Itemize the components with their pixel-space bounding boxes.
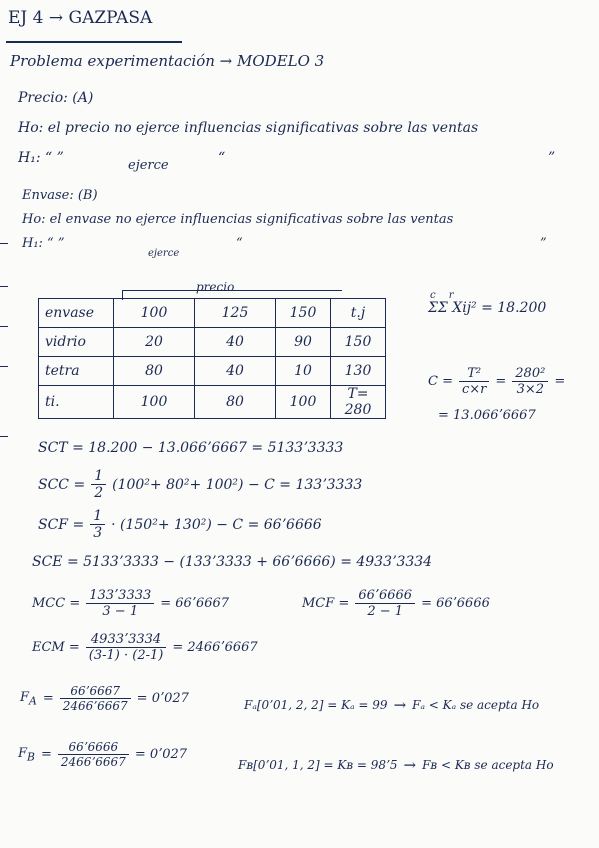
factor-b-h1: H₁: “ ” xyxy=(22,236,65,251)
table-cell: 80 xyxy=(195,386,276,419)
table-cell: 125 xyxy=(195,299,276,328)
margin-mark xyxy=(0,286,8,287)
mcf-line xyxy=(302,588,490,619)
table-header-row xyxy=(39,299,386,328)
fb-critical xyxy=(238,756,554,774)
sum-squares-formula: ΣΣ Xij² = 18.200 xyxy=(428,300,547,316)
fraction xyxy=(459,366,489,397)
fa-rhs: = 0ʼ027 xyxy=(136,691,189,706)
fa-subscript: A xyxy=(29,694,37,708)
fa-eq: = xyxy=(42,691,54,706)
c-num1: T² xyxy=(459,366,489,382)
factor-a-h1: H₁: “ ” xyxy=(18,150,64,166)
arrow-icon: → xyxy=(403,756,417,774)
fb-rhs: = 0ʼ027 xyxy=(134,747,188,762)
table-cell: 80 xyxy=(114,357,195,386)
arrow-icon: → xyxy=(393,696,407,714)
fraction xyxy=(512,366,548,397)
fb-den: 2466ʼ6667 xyxy=(60,755,126,769)
factor-b-h1-end: ” xyxy=(540,236,547,251)
margin-mark xyxy=(0,366,8,367)
c-lhs: C = xyxy=(428,374,453,389)
table-cell: 150 xyxy=(276,299,331,328)
factor-b-h1-word: ejerce xyxy=(148,248,180,259)
fa-conclusion: Fₐ < Kₐ se acepta Ho xyxy=(412,698,540,712)
c-den1: c×r xyxy=(461,382,487,397)
mcc-line xyxy=(32,588,229,619)
table-cell: t.j xyxy=(331,299,386,328)
margin-mark xyxy=(0,243,8,244)
data-table xyxy=(38,298,386,419)
scc-lhs: SCC = xyxy=(38,476,86,493)
factor-a-h1-word: ejerce xyxy=(128,158,169,173)
fb-subscript: B xyxy=(27,750,35,764)
table-cell: envase xyxy=(39,299,114,328)
ecm-lhs: ECM = xyxy=(32,640,80,655)
factor-a-h1-end: ” xyxy=(548,150,556,166)
fa-critical xyxy=(244,696,539,714)
fb-line xyxy=(18,740,187,769)
fraction xyxy=(91,468,106,501)
sct-line: SCT = 18.200 − 13.066ʼ6667 = 5133ʼ3333 xyxy=(38,440,344,456)
table-cell: 100 xyxy=(114,299,195,328)
factor-b-h1-quotes: “ xyxy=(236,236,243,251)
fa-lhs xyxy=(20,690,37,708)
c-eq2: = xyxy=(554,374,566,389)
scf-line xyxy=(38,508,322,541)
correction-term xyxy=(428,366,565,397)
table-cell: T= 280 xyxy=(331,386,386,419)
fraction xyxy=(86,588,154,619)
fa-line xyxy=(20,684,189,713)
fb-conclusion: Fʙ < Kʙ se acepta Ho xyxy=(422,758,554,772)
fb-letter: F xyxy=(18,745,28,761)
table-cell: 90 xyxy=(276,328,331,357)
table-cell: 10 xyxy=(276,357,331,386)
mcc-den: 3 − 1 xyxy=(102,604,139,619)
scf-rhs: · (150²+ 130²) − C = 66ʼ6666 xyxy=(111,516,322,533)
mcf-den: 2 − 1 xyxy=(367,604,404,619)
fraction xyxy=(58,740,129,769)
factor-a-h0: Ho: el precio no ejerce influencias significativas sobre las ventas xyxy=(18,120,479,136)
mcf-rhs: = 66ʼ6666 xyxy=(421,596,490,611)
table-cell: 100 xyxy=(114,386,195,419)
sce-line: SCE = 5133ʼ3333 − (133ʼ3333 + 66ʼ6666) = 4933ʼ3334 xyxy=(32,554,433,570)
factor-b-h0: Ho: el envase no ejerce influencias significativas sobre las ventas xyxy=(22,212,454,227)
table-cell: vidrio xyxy=(39,328,114,357)
table-cell: tetra xyxy=(39,357,114,386)
scf-den: 3 xyxy=(93,525,103,541)
sum-limits: c r xyxy=(430,290,459,301)
fb-eq: = xyxy=(41,747,52,762)
fraction xyxy=(60,684,131,713)
fa-letter: F xyxy=(20,689,30,705)
fa-den: 2466ʼ6667 xyxy=(62,699,128,713)
table-cell: 150 xyxy=(331,328,386,357)
fb-lhs xyxy=(18,746,35,764)
table-cell: 40 xyxy=(195,328,276,357)
table-cell: 40 xyxy=(195,357,276,386)
mcc-lhs: MCC = xyxy=(32,596,81,611)
mcf-lhs: MCF = xyxy=(302,596,350,611)
page-title: EJ 4 → GAZPASA xyxy=(8,8,153,28)
table-row xyxy=(39,328,386,357)
margin-mark xyxy=(0,436,8,437)
c-eq: = xyxy=(495,374,507,389)
table-cell: 130 xyxy=(331,357,386,386)
mcf-num: 66ʼ6666 xyxy=(355,588,415,604)
table-cell: 100 xyxy=(276,386,331,419)
mcc-rhs: = 66ʼ6667 xyxy=(160,596,230,611)
problem-subtitle: Problema experimentación → MODELO 3 xyxy=(10,52,325,70)
table-row xyxy=(39,386,386,419)
fa-crit: Fₐ[0ʼ01, 2, 2] = Kₐ = 99 xyxy=(244,698,388,712)
ecm-num: 4933ʼ3334 xyxy=(86,632,167,648)
group-label: precio xyxy=(196,280,235,294)
fraction xyxy=(355,588,415,619)
scc-num: 1 xyxy=(91,468,106,485)
scc-den: 2 xyxy=(94,485,104,501)
scf-lhs: SCF = xyxy=(38,516,85,533)
ecm-rhs: = 2466ʼ6667 xyxy=(172,640,258,655)
c-den2: 3×2 xyxy=(516,382,545,397)
factor-a-h1-quotes: “ xyxy=(218,150,226,166)
scf-num: 1 xyxy=(90,508,105,525)
fb-num: 66ʼ6666 xyxy=(58,740,129,755)
table-cell: 20 xyxy=(114,328,195,357)
factor-a-label: Precio: (A) xyxy=(18,90,94,106)
fraction xyxy=(90,508,105,541)
fraction xyxy=(86,632,167,663)
scc-rhs: (100²+ 80²+ 100²) − C = 133ʼ3333 xyxy=(112,476,363,493)
ecm-line xyxy=(32,632,258,663)
table-row xyxy=(39,357,386,386)
mcc-num: 133ʼ3333 xyxy=(86,588,154,604)
title-underline xyxy=(6,41,182,43)
fa-num: 66ʼ6667 xyxy=(60,684,131,699)
c-num2: 280² xyxy=(512,366,548,382)
fb-crit: Fʙ[0ʼ01, 1, 2] = Kʙ = 98ʼ5 xyxy=(238,758,398,772)
scc-line xyxy=(38,468,362,501)
margin-mark xyxy=(0,326,8,327)
ecm-den: (3-1) · (2-1) xyxy=(88,648,164,663)
table-cell: ti. xyxy=(39,386,114,419)
c-value: = 13.066ʼ6667 xyxy=(438,408,536,423)
factor-b-label: Envase: (B) xyxy=(22,188,98,203)
